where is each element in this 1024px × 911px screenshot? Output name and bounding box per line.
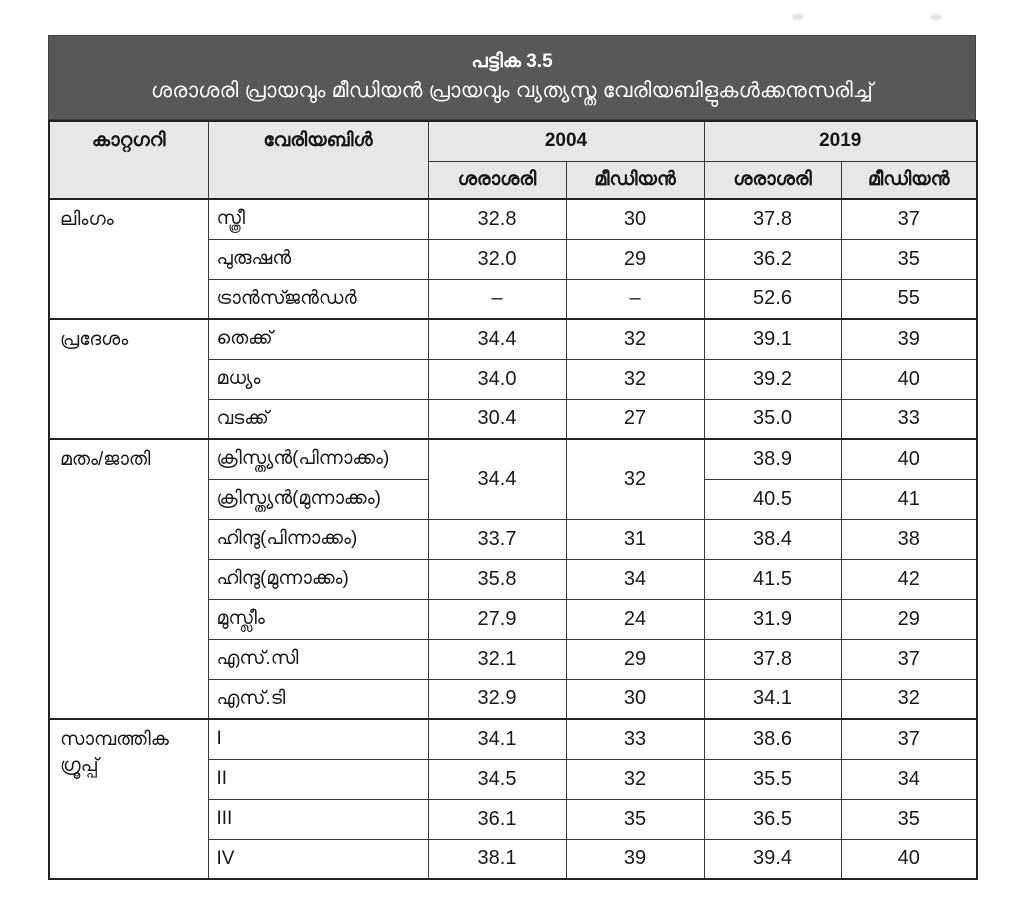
mean-2004-cell: 27.9 bbox=[428, 599, 566, 639]
median-2019-cell: 34 bbox=[841, 759, 977, 799]
median-2019-cell: 32 bbox=[841, 679, 977, 719]
median-2004-cell: 32 bbox=[566, 359, 704, 399]
mean-2019-cell: 38.9 bbox=[704, 439, 841, 479]
mean-2019-cell: 39.2 bbox=[704, 359, 841, 399]
median-2019-cell: 40 bbox=[841, 439, 977, 479]
median-2004-cell: 32 bbox=[566, 759, 704, 799]
variable-cell: വടക്ക് bbox=[208, 399, 428, 439]
median-2019-cell: 37 bbox=[841, 199, 977, 239]
mean-2004-cell: – bbox=[428, 279, 566, 319]
median-2019-cell: 42 bbox=[841, 559, 977, 599]
variable-cell: തെക്ക് bbox=[208, 319, 428, 359]
median-2004-cell: 30 bbox=[566, 199, 704, 239]
median-2019-cell: 29 bbox=[841, 599, 977, 639]
variable-cell: ഹിന്ദു(പിന്നാക്കം) bbox=[208, 519, 428, 559]
median-2004-cell: 32 bbox=[566, 319, 704, 359]
table-subtitle: ശരാശരി പ്രായവും മീഡിയൻ പ്രായവും വ്യത്യസ്ത വേരിയബിളുകൾക്കനുസരിച്ച് bbox=[150, 78, 874, 102]
variable-cell: IV bbox=[208, 839, 428, 879]
scan-artifact bbox=[792, 14, 804, 20]
median-2004-cell: 24 bbox=[566, 599, 704, 639]
mean-2004-cell: 33.7 bbox=[428, 519, 566, 559]
header-row-1 bbox=[49, 121, 977, 161]
mean-2019-cell: 40.5 bbox=[704, 479, 841, 519]
mean-2019-cell: 39.4 bbox=[704, 839, 841, 879]
mean-2004-cell: 30.4 bbox=[428, 399, 566, 439]
table-number: പട്ടിക 3.5 bbox=[471, 50, 553, 72]
median-2004-cell-merged: 32 bbox=[566, 439, 704, 519]
median-2019-cell: 41 bbox=[841, 479, 977, 519]
variable-cell: ഹിന്ദു(മുന്നാക്കം) bbox=[208, 559, 428, 599]
median-2004-cell: – bbox=[566, 279, 704, 319]
mean-2019-cell: 34.1 bbox=[704, 679, 841, 719]
mean-2019-cell: 31.9 bbox=[704, 599, 841, 639]
mean-2004-cell-merged: 34.4 bbox=[428, 439, 566, 519]
header-category: കാറ്റഗറി bbox=[49, 121, 208, 199]
mean-2004-cell: 32.0 bbox=[428, 239, 566, 279]
table-title-bar bbox=[48, 35, 976, 120]
mean-2004-cell: 34.4 bbox=[428, 319, 566, 359]
table-row bbox=[49, 719, 977, 759]
variable-cell: പുരുഷൻ bbox=[208, 239, 428, 279]
mean-2004-cell: 32.8 bbox=[428, 199, 566, 239]
median-2019-cell: 40 bbox=[841, 359, 977, 399]
median-2019-cell: 37 bbox=[841, 719, 977, 759]
median-2004-cell: 33 bbox=[566, 719, 704, 759]
data-table bbox=[48, 120, 978, 880]
mean-2019-cell: 39.1 bbox=[704, 319, 841, 359]
mean-2019-cell: 36.5 bbox=[704, 799, 841, 839]
median-2019-cell: 40 bbox=[841, 839, 977, 879]
table-row bbox=[49, 199, 977, 239]
variable-cell: II bbox=[208, 759, 428, 799]
median-2019-cell: 33 bbox=[841, 399, 977, 439]
variable-cell: സ്ത്രീ bbox=[208, 199, 428, 239]
median-2004-cell: 31 bbox=[566, 519, 704, 559]
mean-2019-cell: 35.0 bbox=[704, 399, 841, 439]
mean-2004-cell: 34.5 bbox=[428, 759, 566, 799]
variable-cell: എസ്.സി bbox=[208, 639, 428, 679]
mean-2019-cell: 38.6 bbox=[704, 719, 841, 759]
variable-cell: ട്രാൻസ്ജൻഡർ bbox=[208, 279, 428, 319]
mean-2004-cell: 32.9 bbox=[428, 679, 566, 719]
median-2004-cell: 35 bbox=[566, 799, 704, 839]
median-2019-cell: 35 bbox=[841, 799, 977, 839]
median-2004-cell: 30 bbox=[566, 679, 704, 719]
variable-cell: മധ്യം bbox=[208, 359, 428, 399]
mean-2004-cell: 38.1 bbox=[428, 839, 566, 879]
category-cell: സാമ്പത്തിക ഗ്രൂപ്പ് bbox=[49, 719, 208, 879]
mean-2019-cell: 37.8 bbox=[704, 639, 841, 679]
mean-2019-cell: 35.5 bbox=[704, 759, 841, 799]
median-2019-cell: 55 bbox=[841, 279, 977, 319]
variable-cell: എസ്.ടി bbox=[208, 679, 428, 719]
mean-2019-cell: 37.8 bbox=[704, 199, 841, 239]
mean-2004-cell: 34.1 bbox=[428, 719, 566, 759]
mean-2004-cell: 34.0 bbox=[428, 359, 566, 399]
median-2004-cell: 29 bbox=[566, 239, 704, 279]
median-2004-cell: 39 bbox=[566, 839, 704, 879]
mean-2004-cell: 35.8 bbox=[428, 559, 566, 599]
header-variable: വേരിയബിൾ bbox=[208, 121, 428, 199]
header-median-2019: മീഡിയൻ bbox=[841, 161, 977, 199]
median-2004-cell: 34 bbox=[566, 559, 704, 599]
header-year-2019: 2019 bbox=[704, 121, 977, 161]
median-2019-cell: 38 bbox=[841, 519, 977, 559]
median-2004-cell: 27 bbox=[566, 399, 704, 439]
mean-2019-cell: 41.5 bbox=[704, 559, 841, 599]
category-cell: മതം/ജാതി bbox=[49, 439, 208, 719]
header-year-2004: 2004 bbox=[428, 121, 704, 161]
header-mean-2004: ശരാശരി bbox=[428, 161, 566, 199]
category-cell: പ്രദേശം bbox=[49, 319, 208, 439]
variable-cell: III bbox=[208, 799, 428, 839]
table-3-5 bbox=[48, 35, 976, 880]
mean-2019-cell: 36.2 bbox=[704, 239, 841, 279]
mean-2004-cell: 32.1 bbox=[428, 639, 566, 679]
header-median-2004: മീഡിയൻ bbox=[566, 161, 704, 199]
mean-2004-cell: 36.1 bbox=[428, 799, 566, 839]
category-cell: ലിംഗം bbox=[49, 199, 208, 319]
variable-cell: ക്രിസ്ത്യൻ(മുന്നാക്കം) bbox=[208, 479, 428, 519]
median-2019-cell: 37 bbox=[841, 639, 977, 679]
mean-2019-cell: 52.6 bbox=[704, 279, 841, 319]
variable-cell: മുസ്ലീം bbox=[208, 599, 428, 639]
variable-cell: I bbox=[208, 719, 428, 759]
median-2019-cell: 35 bbox=[841, 239, 977, 279]
header-mean-2019: ശരാശരി bbox=[704, 161, 841, 199]
table-row bbox=[49, 439, 977, 479]
mean-2019-cell: 38.4 bbox=[704, 519, 841, 559]
table-row bbox=[49, 319, 977, 359]
median-2019-cell: 39 bbox=[841, 319, 977, 359]
median-2004-cell: 29 bbox=[566, 639, 704, 679]
scan-artifact bbox=[930, 14, 942, 20]
variable-cell: ക്രിസ്ത്യൻ(പിന്നാക്കം) bbox=[208, 439, 428, 479]
